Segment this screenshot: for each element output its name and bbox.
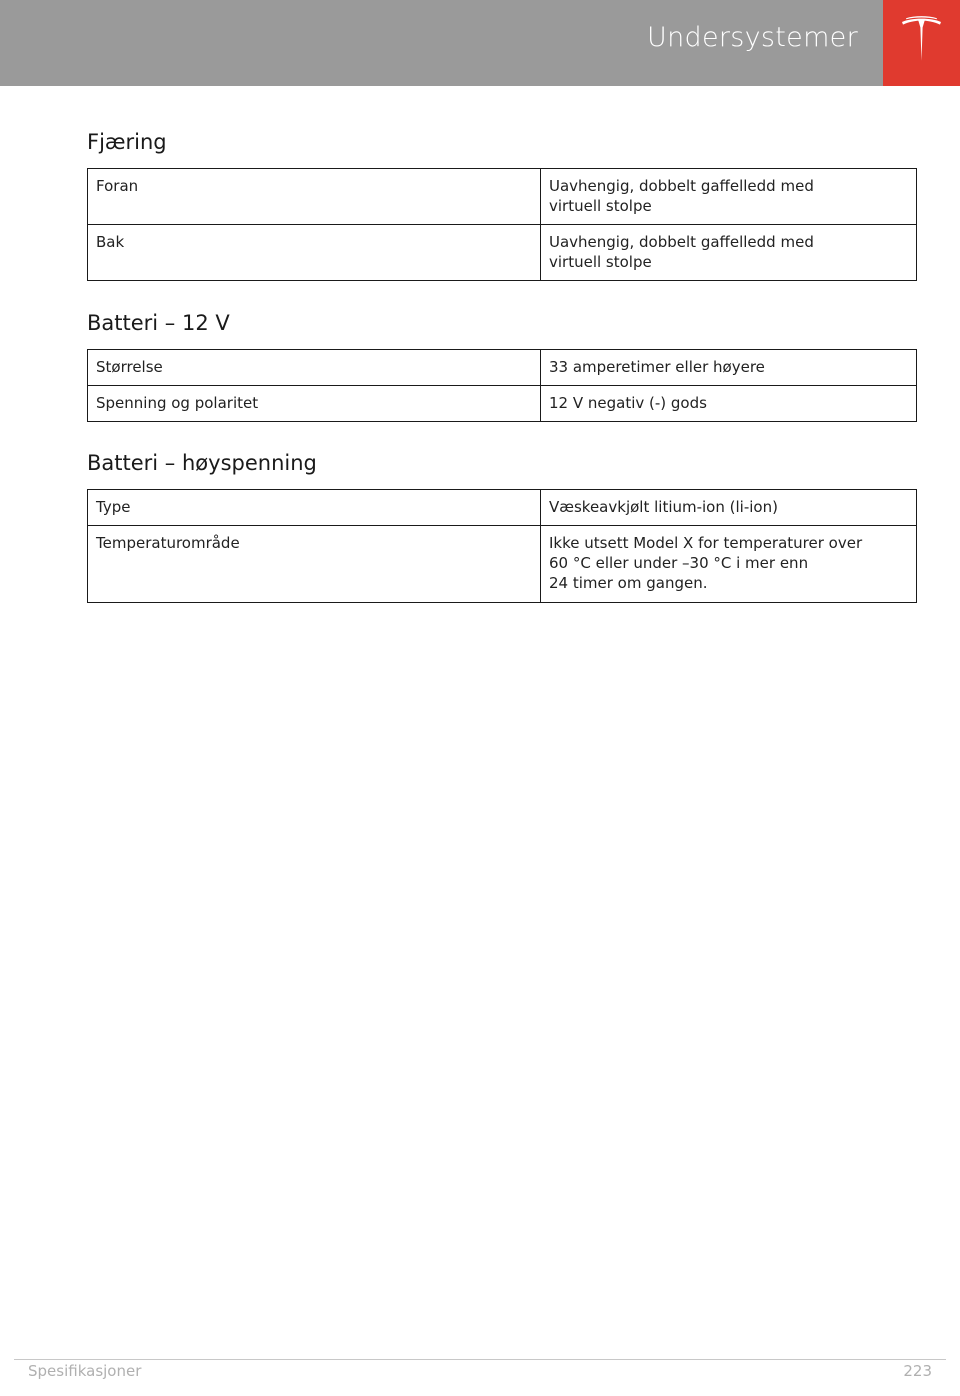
table-row <box>88 490 917 526</box>
table-row <box>88 225 917 281</box>
spec-value: Uavhengig, dobbelt gaffelledd med virtuell stolpe <box>541 225 917 281</box>
section-title: Fjæring <box>87 130 167 154</box>
section-title: Batteri – 12 V <box>87 311 230 335</box>
spec-table <box>87 168 917 281</box>
spec-table <box>87 349 917 422</box>
table-row <box>88 386 917 422</box>
section-suspension <box>87 130 917 281</box>
section-title: Batteri – høyspenning <box>87 451 317 475</box>
spec-key: Bak <box>88 225 541 281</box>
spec-key: Type <box>88 490 541 526</box>
spec-value: Væskeavkjølt litium-ion (li-ion) <box>541 490 917 526</box>
spec-value: Ikke utsett Model X for temperaturer over 60 °C eller under –30 °C i mer enn 24 timer om gangen. <box>541 526 917 603</box>
tesla-logo-icon <box>901 16 942 64</box>
spec-table <box>87 489 917 603</box>
footer-page-number: 223 <box>903 1362 932 1380</box>
spec-value: 33 amperetimer eller høyere <box>541 350 917 386</box>
table-row <box>88 350 917 386</box>
footer-divider <box>14 1359 946 1360</box>
page-title: Undersystemer <box>647 22 858 53</box>
spec-value: 12 V negativ (-) gods <box>541 386 917 422</box>
spec-key: Temperaturområde <box>88 526 541 603</box>
footer-section-name: Spesifikasjoner <box>28 1362 142 1380</box>
spec-key: Størrelse <box>88 350 541 386</box>
page-header <box>0 0 960 86</box>
table-row <box>88 526 917 603</box>
spec-key: Foran <box>88 169 541 225</box>
section-battery-high-voltage <box>87 451 917 603</box>
brand-logo <box>883 0 960 86</box>
spec-key: Spenning og polaritet <box>88 386 541 422</box>
table-row <box>88 169 917 225</box>
spec-value: Uavhengig, dobbelt gaffelledd med virtuell stolpe <box>541 169 917 225</box>
section-battery-12v <box>87 311 917 422</box>
